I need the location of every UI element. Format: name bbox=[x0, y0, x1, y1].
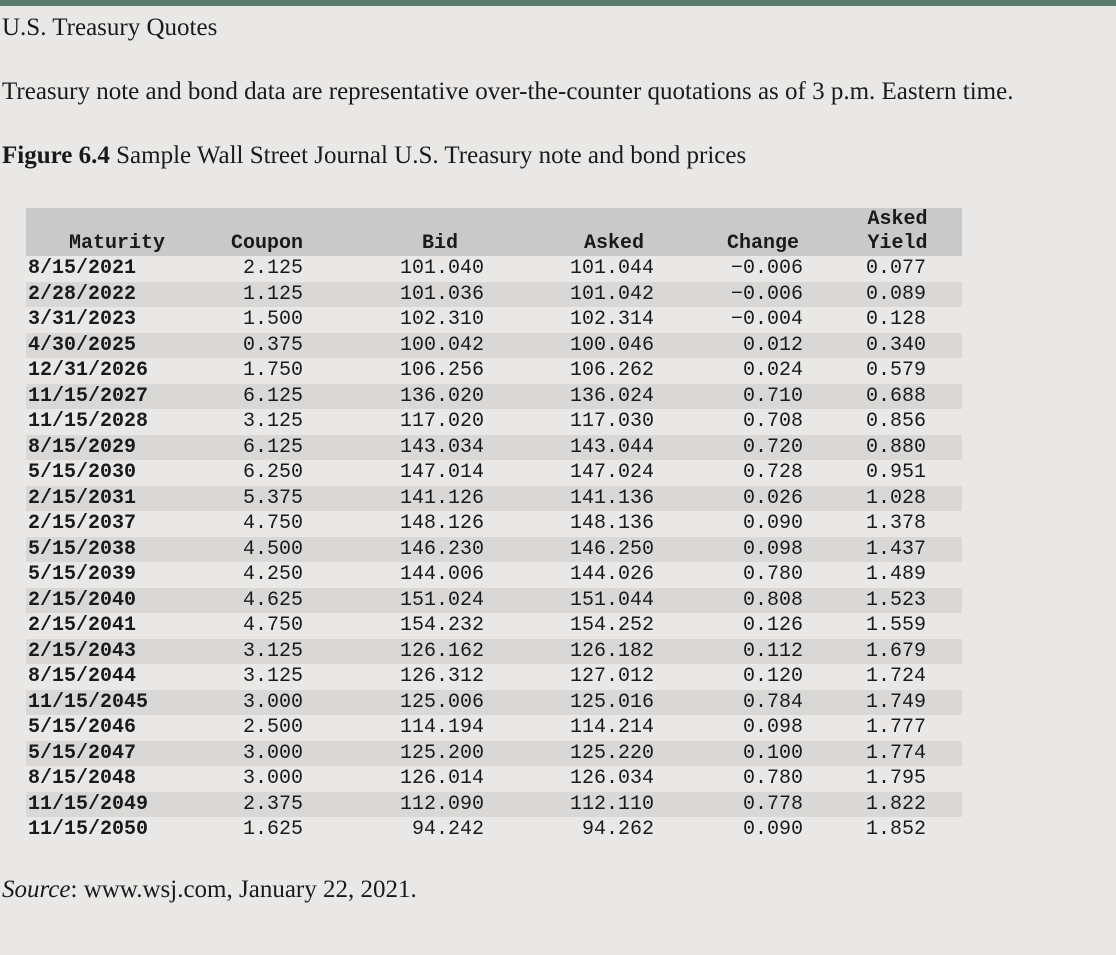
cell-change: 0.120 bbox=[742, 665, 803, 688]
cell-maturity: 12/31/2026 bbox=[28, 359, 149, 382]
cell-coupon: 4.750 bbox=[242, 512, 303, 535]
cell-asked-yield: 1.777 bbox=[865, 716, 926, 739]
header-change: Change bbox=[726, 232, 799, 255]
cell-coupon: 1.625 bbox=[242, 818, 303, 841]
cell-bid: 100.042 bbox=[399, 333, 484, 357]
table-row bbox=[26, 690, 962, 716]
cell-coupon: 1.500 bbox=[242, 308, 303, 331]
cell-maturity: 2/28/2022 bbox=[28, 282, 137, 306]
cell-coupon: 4.250 bbox=[242, 563, 303, 586]
cell-bid: 147.014 bbox=[399, 461, 484, 484]
header-asked-yield-line1: Asked bbox=[867, 208, 928, 231]
cell-bid: 126.014 bbox=[399, 767, 484, 790]
cell-asked: 136.024 bbox=[569, 384, 654, 408]
treasury-quotes-table bbox=[26, 208, 962, 843]
cell-maturity: 2/15/2041 bbox=[28, 614, 137, 637]
cell-maturity: 2/15/2043 bbox=[28, 639, 137, 663]
header-asked: Asked bbox=[583, 232, 644, 255]
cell-asked-yield: 1.523 bbox=[865, 588, 926, 612]
cell-bid: 126.312 bbox=[399, 665, 484, 688]
cell-asked-yield: 1.489 bbox=[865, 563, 926, 586]
cell-maturity: 11/15/2050 bbox=[28, 818, 149, 841]
cell-coupon: 3.000 bbox=[242, 741, 303, 765]
table-row bbox=[26, 817, 962, 843]
cell-change: 0.090 bbox=[742, 512, 803, 535]
cell-asked: 112.110 bbox=[569, 792, 654, 816]
table-row bbox=[26, 384, 962, 410]
cell-asked: 147.024 bbox=[569, 461, 654, 484]
table-row bbox=[26, 511, 962, 537]
cell-coupon: 3.000 bbox=[242, 767, 303, 790]
cell-bid: 94.242 bbox=[411, 818, 484, 841]
table-row bbox=[26, 282, 962, 308]
cell-change: 0.090 bbox=[742, 818, 803, 841]
cell-change: 0.720 bbox=[742, 435, 803, 459]
cell-coupon: 4.625 bbox=[242, 588, 303, 612]
cell-asked-yield: 1.852 bbox=[865, 818, 926, 841]
cell-asked-yield: 1.749 bbox=[865, 690, 926, 714]
cell-coupon: 6.250 bbox=[242, 461, 303, 484]
cell-bid: 114.194 bbox=[399, 716, 484, 739]
header-asked-yield-line2: Yield bbox=[867, 232, 928, 255]
cell-asked-yield: 0.089 bbox=[865, 282, 926, 306]
cell-maturity: 2/15/2037 bbox=[28, 512, 137, 535]
figure-label: Figure 6.4 bbox=[2, 142, 110, 169]
figure-caption-text: Sample Wall Street Journal U.S. Treasury note and bond prices bbox=[116, 142, 747, 169]
cell-asked-yield: 0.340 bbox=[865, 333, 926, 357]
cell-bid: 148.126 bbox=[399, 512, 484, 535]
cell-asked: 106.262 bbox=[569, 359, 654, 382]
table-row bbox=[26, 613, 962, 639]
table-body bbox=[26, 256, 962, 843]
cell-maturity: 5/15/2047 bbox=[28, 741, 137, 765]
cell-bid: 141.126 bbox=[399, 486, 484, 510]
cell-coupon: 3.000 bbox=[242, 690, 303, 714]
cell-asked-yield: 1.437 bbox=[865, 537, 926, 561]
cell-bid: 136.020 bbox=[399, 384, 484, 408]
table-row bbox=[26, 588, 962, 614]
cell-change: −0.006 bbox=[730, 282, 803, 306]
cell-asked-yield: 0.856 bbox=[865, 410, 926, 433]
cell-asked: 144.026 bbox=[569, 563, 654, 586]
cell-coupon: 2.125 bbox=[242, 257, 303, 280]
header-maturity: Maturity bbox=[68, 232, 165, 255]
header-coupon: Coupon bbox=[230, 232, 303, 255]
cell-bid: 146.230 bbox=[399, 537, 484, 561]
header-asked-yield bbox=[803, 208, 962, 256]
cell-coupon: 5.375 bbox=[242, 486, 303, 510]
table-header-row bbox=[26, 208, 962, 256]
cell-change: 0.012 bbox=[742, 333, 803, 357]
cell-coupon: 0.375 bbox=[242, 333, 303, 357]
cell-change: 0.710 bbox=[742, 384, 803, 408]
cell-maturity: 8/15/2029 bbox=[28, 435, 137, 459]
cell-asked: 125.220 bbox=[569, 741, 654, 765]
cell-maturity: 11/15/2027 bbox=[28, 384, 149, 408]
intro-paragraph: Treasury note and bond data are representative over-the-counter quotations as of 3 p.m. Eastern time. bbox=[2, 78, 1014, 105]
cell-bid: 117.020 bbox=[399, 410, 484, 433]
cell-bid: 125.200 bbox=[399, 741, 484, 765]
cell-asked: 151.044 bbox=[569, 588, 654, 612]
cell-bid: 144.006 bbox=[399, 563, 484, 586]
cell-bid: 112.090 bbox=[399, 792, 484, 816]
table-row bbox=[26, 639, 962, 665]
cell-bid: 151.024 bbox=[399, 588, 484, 612]
cell-maturity: 11/15/2028 bbox=[28, 410, 149, 433]
cell-asked-yield: 1.679 bbox=[865, 639, 926, 663]
cell-asked: 154.252 bbox=[569, 614, 654, 637]
cell-asked-yield: 0.951 bbox=[865, 461, 926, 484]
cell-asked-yield: 1.724 bbox=[865, 665, 926, 688]
cell-change: 0.098 bbox=[742, 537, 803, 561]
cell-asked: 126.034 bbox=[569, 767, 654, 790]
table-row bbox=[26, 333, 962, 359]
table-row bbox=[26, 562, 962, 588]
cell-bid: 154.232 bbox=[399, 614, 484, 637]
cell-coupon: 3.125 bbox=[242, 410, 303, 433]
cell-change: 0.708 bbox=[742, 410, 803, 433]
cell-asked-yield: 1.028 bbox=[865, 486, 926, 510]
source-label: Source bbox=[2, 876, 71, 903]
cell-change: −0.006 bbox=[730, 257, 803, 280]
cell-bid: 101.040 bbox=[399, 257, 484, 280]
cell-coupon: 4.500 bbox=[242, 537, 303, 561]
cell-asked: 100.046 bbox=[569, 333, 654, 357]
cell-asked: 94.262 bbox=[581, 818, 654, 841]
source-text: : www.wsj.com, January 22, 2021. bbox=[70, 876, 417, 903]
cell-asked-yield: 1.795 bbox=[865, 767, 926, 790]
table-row bbox=[26, 256, 962, 282]
cell-bid: 143.034 bbox=[399, 435, 484, 459]
cell-asked: 143.044 bbox=[569, 435, 654, 459]
table-row bbox=[26, 715, 962, 741]
cell-maturity: 3/31/2023 bbox=[28, 308, 137, 331]
cell-coupon: 3.125 bbox=[242, 639, 303, 663]
cell-maturity: 5/15/2038 bbox=[28, 537, 137, 561]
cell-asked: 126.182 bbox=[569, 639, 654, 663]
cell-maturity: 5/15/2046 bbox=[28, 716, 137, 739]
cell-maturity: 2/15/2040 bbox=[28, 588, 137, 612]
cell-change: 0.784 bbox=[742, 690, 803, 714]
cell-change: 0.024 bbox=[742, 359, 803, 382]
cell-bid: 101.036 bbox=[399, 282, 484, 306]
cell-bid: 106.256 bbox=[399, 359, 484, 382]
cell-change: 0.728 bbox=[742, 461, 803, 484]
cell-asked-yield: 0.880 bbox=[865, 435, 926, 459]
cell-coupon: 1.125 bbox=[242, 282, 303, 306]
cell-coupon: 6.125 bbox=[242, 384, 303, 408]
cell-coupon: 6.125 bbox=[242, 435, 303, 459]
cell-asked-yield: 0.128 bbox=[865, 308, 926, 331]
cell-coupon: 1.750 bbox=[242, 359, 303, 382]
cell-coupon: 4.750 bbox=[242, 614, 303, 637]
cell-change: 0.026 bbox=[742, 486, 803, 510]
table-row bbox=[26, 486, 962, 512]
table-row bbox=[26, 664, 962, 690]
page-title: U.S. Treasury Quotes bbox=[2, 14, 218, 41]
cell-asked: 101.044 bbox=[569, 257, 654, 280]
cell-change: 0.112 bbox=[742, 639, 803, 663]
cell-change: 0.778 bbox=[742, 792, 803, 816]
cell-change: 0.100 bbox=[742, 741, 803, 765]
cell-asked-yield: 1.378 bbox=[865, 512, 926, 535]
cell-change: 0.808 bbox=[742, 588, 803, 612]
cell-change: 0.126 bbox=[742, 614, 803, 637]
figure-caption bbox=[2, 142, 746, 170]
top-accent-bar bbox=[0, 0, 1116, 6]
header-bid: Bid bbox=[421, 232, 458, 255]
cell-coupon: 3.125 bbox=[242, 665, 303, 688]
source-note bbox=[2, 876, 417, 904]
cell-asked-yield: 0.579 bbox=[865, 359, 926, 382]
cell-bid: 102.310 bbox=[399, 308, 484, 331]
cell-asked-yield: 0.077 bbox=[865, 257, 926, 280]
cell-maturity: 8/15/2048 bbox=[28, 767, 137, 790]
cell-maturity: 5/15/2030 bbox=[28, 461, 137, 484]
table-row bbox=[26, 792, 962, 818]
cell-bid: 126.162 bbox=[399, 639, 484, 663]
cell-coupon: 2.500 bbox=[242, 716, 303, 739]
table-row bbox=[26, 460, 962, 486]
cell-asked: 146.250 bbox=[569, 537, 654, 561]
cell-maturity: 11/15/2045 bbox=[28, 690, 149, 714]
table-row bbox=[26, 435, 962, 461]
cell-coupon: 2.375 bbox=[242, 792, 303, 816]
cell-asked: 101.042 bbox=[569, 282, 654, 306]
table-row bbox=[26, 766, 962, 792]
table-row bbox=[26, 537, 962, 563]
cell-asked: 127.012 bbox=[569, 665, 654, 688]
cell-maturity: 5/15/2039 bbox=[28, 563, 137, 586]
cell-change: 0.780 bbox=[742, 767, 803, 790]
cell-maturity: 11/15/2049 bbox=[28, 792, 149, 816]
cell-asked: 117.030 bbox=[569, 410, 654, 433]
cell-maturity: 8/15/2044 bbox=[28, 665, 137, 688]
cell-asked-yield: 1.822 bbox=[865, 792, 926, 816]
cell-change: 0.098 bbox=[742, 716, 803, 739]
cell-bid: 125.006 bbox=[399, 690, 484, 714]
cell-asked: 141.136 bbox=[569, 486, 654, 510]
cell-asked-yield: 0.688 bbox=[865, 384, 926, 408]
cell-asked: 148.136 bbox=[569, 512, 654, 535]
cell-asked: 102.314 bbox=[569, 308, 654, 331]
table-row bbox=[26, 741, 962, 767]
cell-asked: 114.214 bbox=[569, 716, 654, 739]
cell-asked-yield: 1.774 bbox=[865, 741, 926, 765]
cell-change: 0.780 bbox=[742, 563, 803, 586]
table-row bbox=[26, 307, 962, 333]
cell-maturity: 2/15/2031 bbox=[28, 486, 137, 510]
table-row bbox=[26, 358, 962, 384]
cell-asked: 125.016 bbox=[569, 690, 654, 714]
table-row bbox=[26, 409, 962, 435]
cell-change: −0.004 bbox=[730, 308, 803, 331]
cell-asked-yield: 1.559 bbox=[865, 614, 926, 637]
cell-maturity: 4/30/2025 bbox=[28, 333, 137, 357]
cell-maturity: 8/15/2021 bbox=[28, 257, 137, 280]
